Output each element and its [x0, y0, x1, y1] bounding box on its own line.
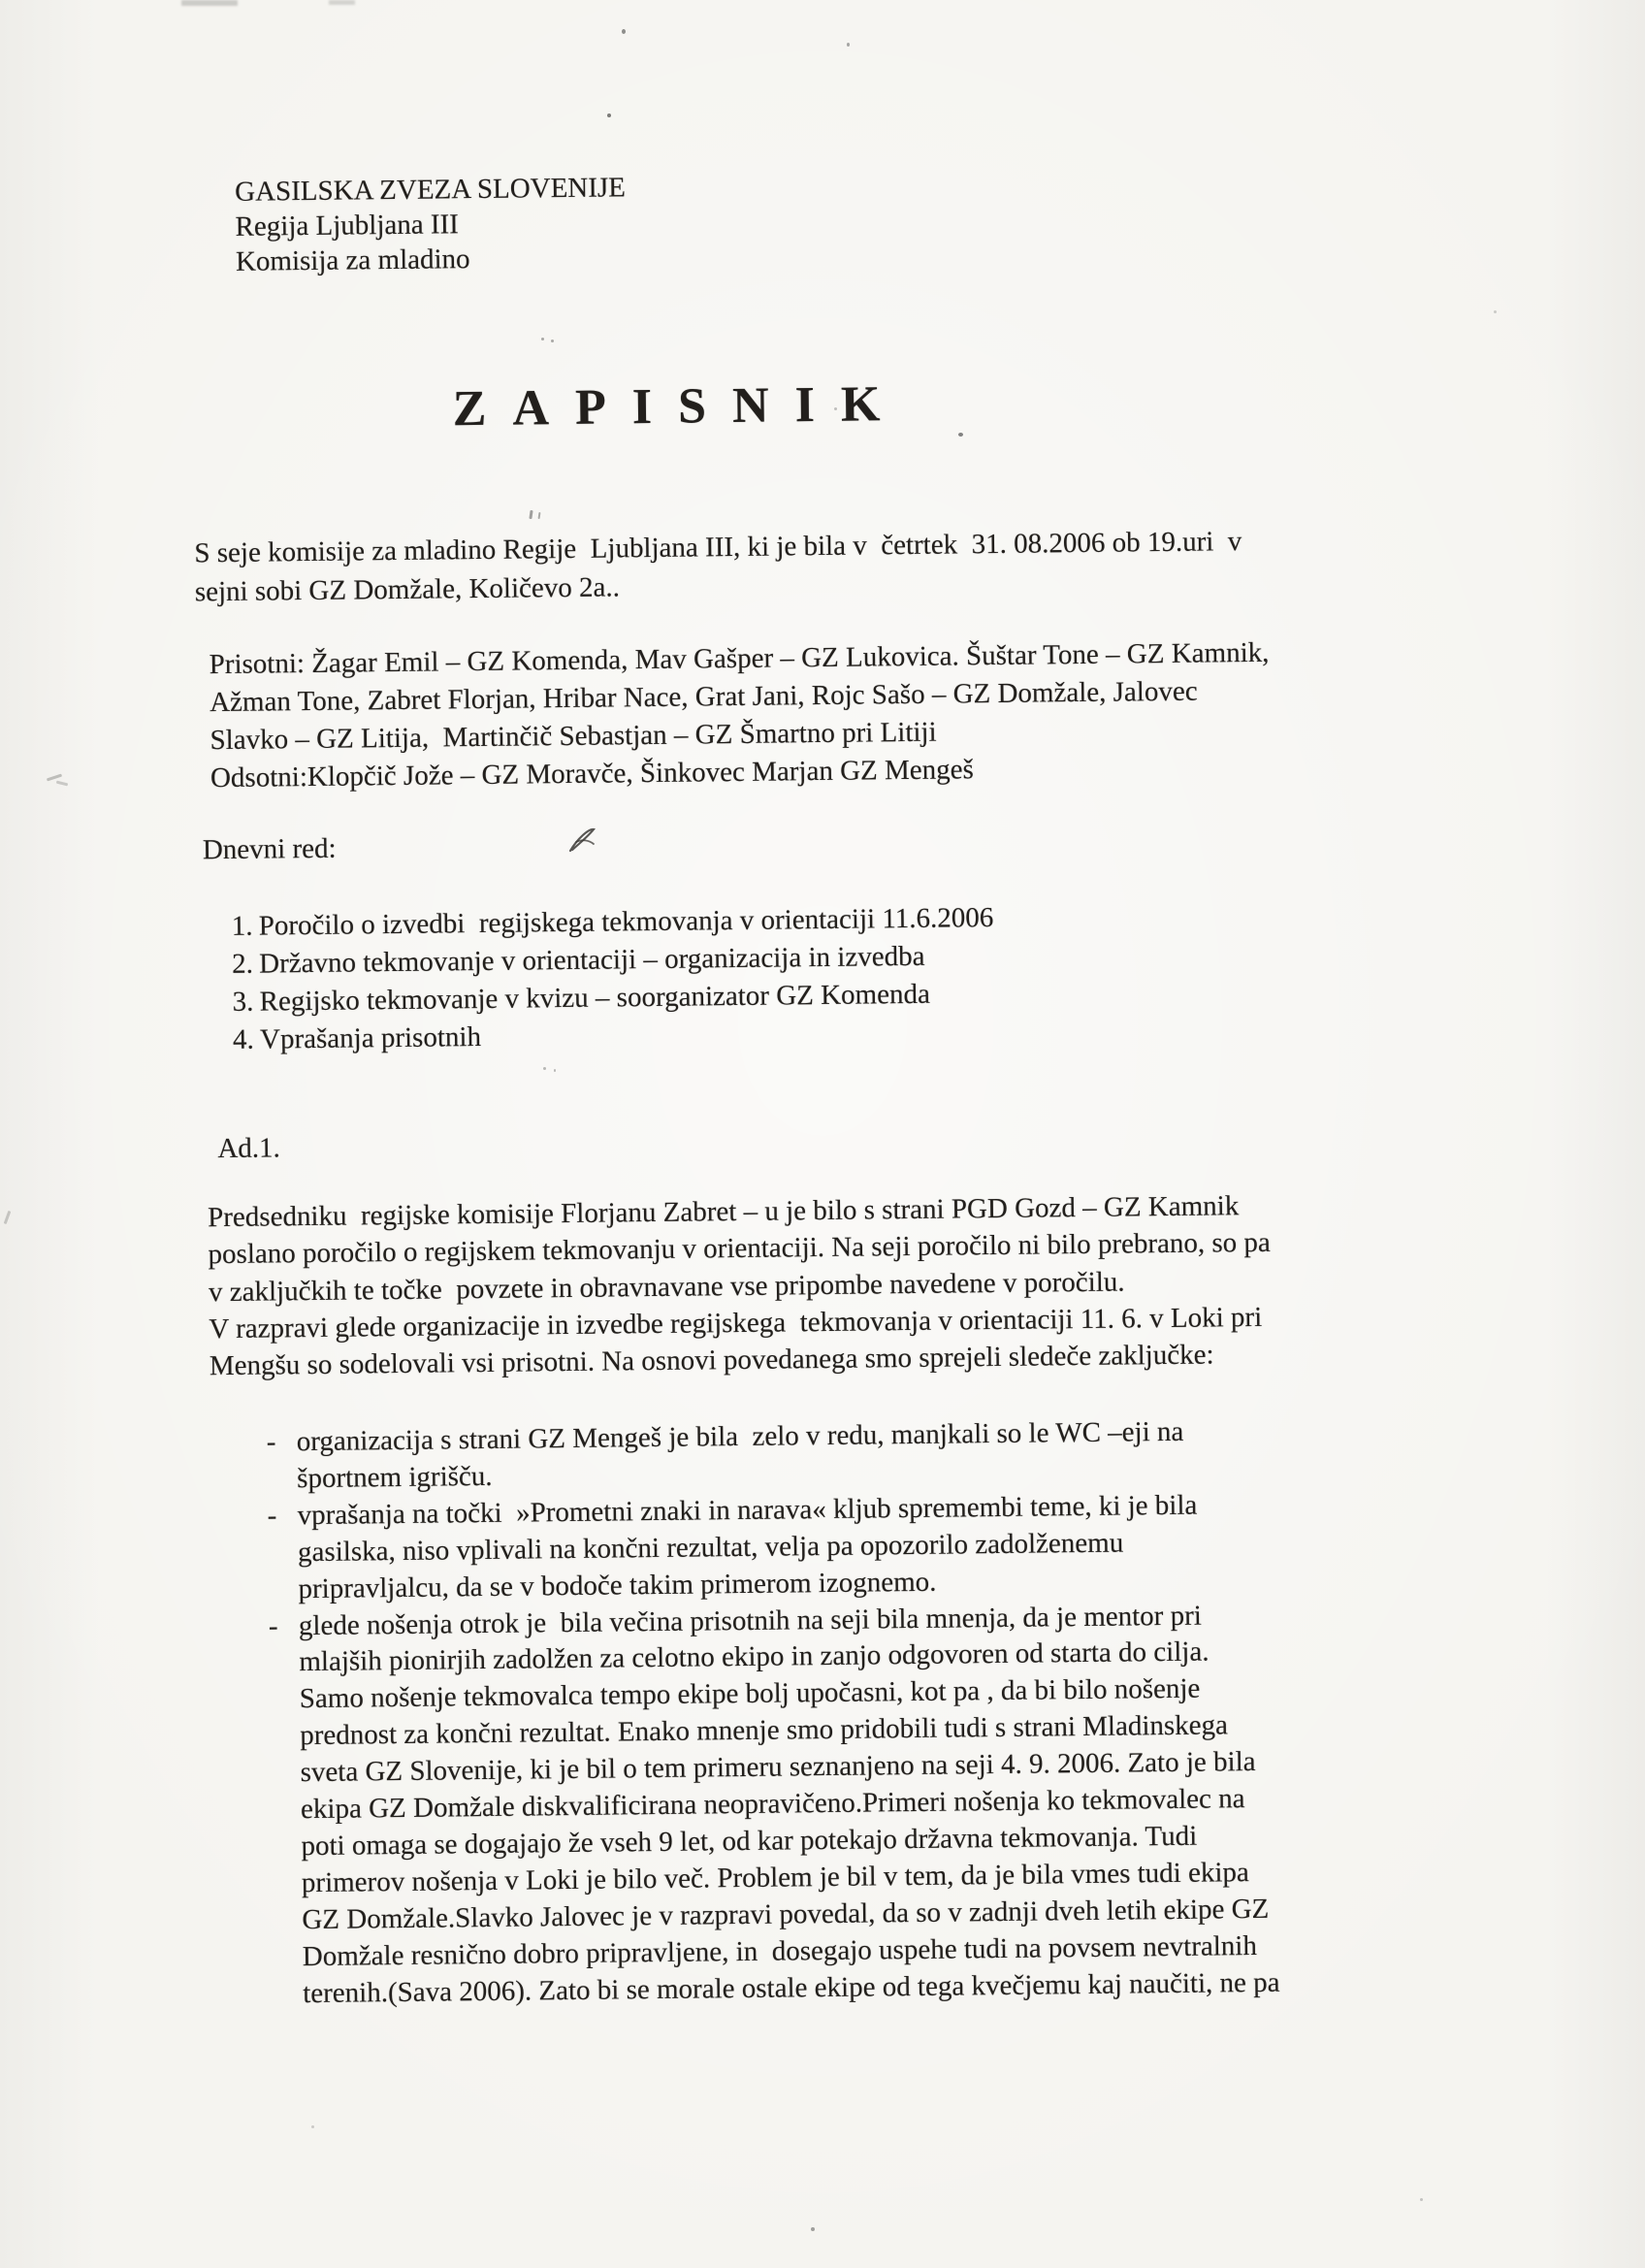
text-line: Predsedniku regijske komisije Florjanu Zabret – u je bilo s strani PGD Gozd – GZ Kamnik	[207, 1190, 1240, 1234]
text-line: sejni sobi GZ Domžale, Količevo 2a..	[194, 571, 621, 608]
text-line: vprašanja na točki »Prometni znaki in narava« kljub spremembi teme, ki je bila	[297, 1489, 1198, 1532]
text-line: sveta GZ Slovenije, ki je bil o tem primeru seznanjeno na seji 4. 9. 2006. Zato je bila	[300, 1746, 1256, 1789]
scan-speck	[622, 29, 626, 34]
letterhead-line: Regija Ljubljana III	[235, 209, 460, 243]
scan-speck	[311, 2125, 314, 2128]
text-line: poslano poročilo o regijskem tekmovanju v orientaciji. Na seji poročilo ni bilo prebrano, so pa	[208, 1227, 1272, 1271]
text-line: v zaključkih te točke povzete in obravnavane vse pripombe navedene v poročilu.	[208, 1266, 1125, 1308]
agenda-item-text: Vprašanja prisotnih	[259, 1021, 482, 1055]
scan-speck	[551, 340, 554, 342]
letterhead	[235, 170, 627, 279]
text-line: športnem igrišču.	[297, 1460, 493, 1495]
pen-mark	[566, 825, 601, 856]
scan-speck	[1494, 310, 1497, 313]
agenda-item	[233, 1013, 995, 1059]
agenda-item-text: Regijsko tekmovanje v kvizu – soorganizator GZ Komenda	[259, 978, 931, 1018]
agenda-item-number: 3.	[232, 986, 254, 1018]
text-line: Mengšu so sodelovali vsi prisotni. Na osnovi povedanega smo sprejeli sledeče zaključke:	[209, 1339, 1214, 1382]
agenda-item-text: Državno tekmovanje v orientaciji – organizacija in izvedba	[259, 940, 925, 980]
text-line: ekipa GZ Domžale diskvalificirana neopravičeno.Primeri nošenja ko tekmovalec na	[300, 1783, 1245, 1826]
scan-speck	[1420, 2198, 1423, 2201]
scan-speck	[543, 1067, 546, 1070]
text-line: poti omaga se dogajajo že vseh 9 let, od kar potekajo državna tekmovanja. Tudi	[301, 1820, 1198, 1863]
text-line: Prisotni: Žagar Emil – GZ Komenda, Mav Gašper – GZ Lukovica. Šuštar Tone – GZ Kamnik,	[209, 636, 1270, 681]
bullet-item	[267, 1487, 1275, 1608]
bullet-item	[269, 1597, 1280, 2013]
attendees-paragraph	[209, 634, 1270, 797]
text-line: Ažman Tone, Zabret Florjan, Hribar Nace, Grat Jani, Rojc Sašo – GZ Domžale, Jalovec	[209, 675, 1198, 719]
text-line: Samo nošenje tekmovalca tempo ekipe bolj upočasni, kot pa , da bi bilo nošenje	[299, 1672, 1201, 1715]
intro-paragraph	[194, 522, 1242, 611]
text-line: prednost za končni rezultat. Enako mnenje smo pridobili tudi s strani Mladinskega	[300, 1709, 1229, 1752]
bullet-item	[267, 1413, 1274, 1499]
conclusions-bullet-list	[267, 1413, 1280, 2013]
agenda-heading: Dnevni red:	[202, 832, 337, 866]
agenda-item-text: Poročilo o izvedbi regijskega tekmovanja v orientaciji 11.6.2006	[258, 902, 994, 942]
scan-speck	[607, 113, 611, 117]
letterhead-line: GASILSKA ZVEZA SLOVENIJE	[234, 172, 627, 208]
bullet-marker: -	[268, 1609, 278, 1642]
agenda-item-number: 1.	[231, 910, 253, 942]
agenda-list	[232, 899, 995, 1059]
text-line: organizacija s strani GZ Mengeš je bila zelo v redu, manjkali so le WC –eji na	[296, 1415, 1184, 1458]
text-line: primerov nošenja v Loki je bilo več. Problem je bil v tem, da je bila vmes tudi ekipa	[301, 1856, 1249, 1899]
text-line: GZ Domžale.Slavko Jalovec je v razpravi povedal, da so v zadnji dveh letih ekipe GZ	[302, 1893, 1270, 1935]
ad1-paragraph	[208, 1187, 1272, 1385]
bullet-text	[297, 1414, 1184, 1498]
scan-smudge	[329, 0, 355, 5]
text-line: Domžale resnično dobro pripravljene, in dosegajo uspehe tudi na povsem nevtralnih	[302, 1929, 1258, 1972]
section-heading-ad1: Ad.1.	[217, 1132, 280, 1165]
bullet-marker: -	[267, 1500, 277, 1532]
scan-speck	[847, 43, 850, 47]
text-line: V razpravi glede organizacije in izvedbe regijskega tekmovanja v orientaciji 11. 6. v Loki pri	[209, 1301, 1263, 1345]
text-line: glede nošenja otrok je bila večina prisotnih na seji bila mnenja, da je mentor pri	[298, 1600, 1203, 1641]
text-line: terenih.(Sava 2006). Zato bi se morale ostale ekipe od tega kvečjemu kaj naučiti, ne pa	[303, 1966, 1280, 2009]
scan-speck	[554, 1069, 556, 1072]
document-title: ZAPISNIK	[452, 375, 907, 437]
agenda-item-number: 2.	[232, 948, 254, 980]
bullet-text	[297, 1487, 1198, 1607]
text-line: gasilska, niso vplivali na končni rezultat, velja pa opozorilo zadolženemu	[297, 1527, 1124, 1568]
text-line: mlajših pionirjih zadolžen za celotno ekipo in zanjo odgovoren od starta do cilja.	[299, 1636, 1210, 1678]
text-line: Slavko – GZ Litija, Martinčič Sebastjan – GZ Šmartno pri Litiji	[210, 716, 937, 757]
agenda-item-number: 4.	[232, 1023, 255, 1055]
scan-speck	[541, 338, 544, 340]
bullet-text	[299, 1597, 1280, 2012]
letterhead-line: Komisija za mladino	[235, 243, 470, 277]
scan-smudge	[181, 0, 238, 6]
scan-speck	[811, 2227, 815, 2231]
bullet-marker: -	[266, 1426, 276, 1458]
text-line: Odsotni:Klopčič Jože – GZ Moravče, Šinkovec Marjan GZ Mengeš	[210, 754, 974, 794]
scan-speck	[958, 433, 963, 437]
text-line: S seje komisije za mladino Regije Ljubljana III, ki je bila v četrtek 31. 08.2006 ob 19.uri v	[194, 526, 1242, 569]
scan-speck	[834, 407, 837, 410]
text-line: pripravljalcu, da se v bodoče takim primerom izognemo.	[298, 1566, 937, 1604]
